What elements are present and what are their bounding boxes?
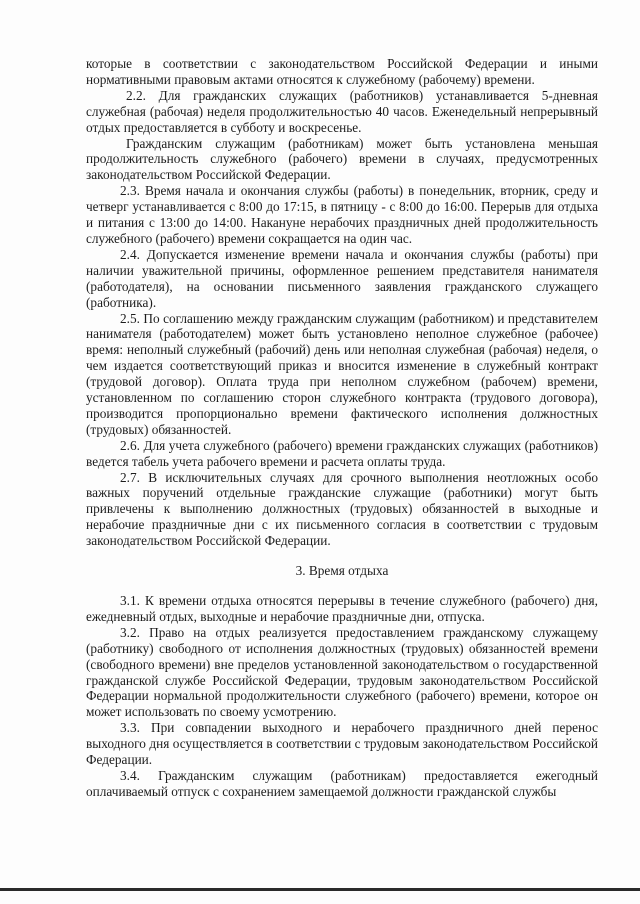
paragraph-2-3: 2.3. Время начала и окончания службы (работы) в понедельник, вторник, среду и четверг устанавливается с 8:00 до 17:15, в пятницу - с 8:00 до 16:00. Перерыв для отдыха и питания с 13:00 до 14:00. Накануне нерабочих праздничных дней продолжительность служебного (рабочего) времени сокращается на один час. (86, 183, 598, 246)
paragraph-2-2: 2.2. Для гражданских служащих (работников) устанавливается 5-дневная служебная (рабочая) неделя продолжительностью 40 часов. Еженедельный непрерывный отдых предоставляется в субботу и воскресенье. (86, 87, 598, 135)
paragraph-3-4: 3.4. Гражданским служащим (работникам) предоставляется ежегодный оплачиваемый отпуск с сохранением замещаемой должности гражданской службы (86, 767, 598, 799)
paragraph-2-7: 2.7. В исключительных случаях для срочного выполнения неотложных особо важных поручений отдельные гражданские служащие (работники) могут быть привлечены к выполнению должностных (трудовых) обязанностей в выходные и нерабочие праздничные дни с их письменного согласия в соответствии с трудовым законодательством Российской Федерации. (86, 469, 598, 549)
document-body (86, 56, 598, 800)
paragraph-continuation: которые в соответствии с законодательством Российской Федерации и иными нормативными правовым актами относятся к служебному (рабочему) времени. (86, 56, 598, 87)
paragraph-3-3: 3.3. При совпадении выходного и нерабочего праздничного дней перенос выходного дня осуществляется в соответствии с трудовым законодательством Российской Федерации. (86, 720, 598, 768)
paragraph-3-1: 3.1. К времени отдыха относятся перерывы в течение служебного (рабочего) дня, ежедневный отдых, выходные и нерабочие праздничные дни, отпуска. (86, 593, 598, 624)
paragraph-2-6: 2.6. Для учета служебного (рабочего) времени гражданских служащих (работников) ведется табель учета рабочего времени и расчета оплаты труда. (86, 437, 598, 469)
page-bottom-rule (0, 888, 640, 891)
section-heading: 3. Время отдыха (295, 563, 389, 579)
paragraph-3-2: 3.2. Право на отдых реализуется предоставлением гражданскому служащему (работнику) свободного от исполнения должностных (трудовых) обязанностей времени (свободного времени) вне пределов установленной законодательством о государственной гражданской службе Российской Федерации, трудовым законодательством Российской Федерации нормальной продолжительности служебного (рабочего) времени, которое он может использовать по своему усмотрению. (86, 624, 598, 720)
paragraph-2-5: 2.5. По соглашению между гражданским служащим (работником) и представителем нанимателя (работодателем) может быть установлено неполное служебное (рабочее) время: неполный служебный (рабочий) день или неполная служебная (рабочая) неделя, о чем издается соответствующий приказ и вносится изменение в служебный контракт (трудовой договор). Оплата труда при неполном служебном (рабочем) времени, установленном по соглашению сторон служебного контракта (трудового договора), производится пропорционально времени фактического исполнения должностных (трудовых) обязанностей. (86, 310, 598, 437)
paragraph-2-4: 2.4. Допускается изменение времени начала и окончания службы (работы) при наличии уважительной причины, оформленное решением представителя нанимателя (работодателя), на основании письменного заявления гражданского служащего (работника). (86, 246, 598, 310)
paragraph-shorter-hours: Гражданским служащим (работникам) может быть установлена меньшая продолжительность служебного (рабочего) времени в случаях, предусмотренных законодательством Российской Федерации. (86, 135, 598, 183)
